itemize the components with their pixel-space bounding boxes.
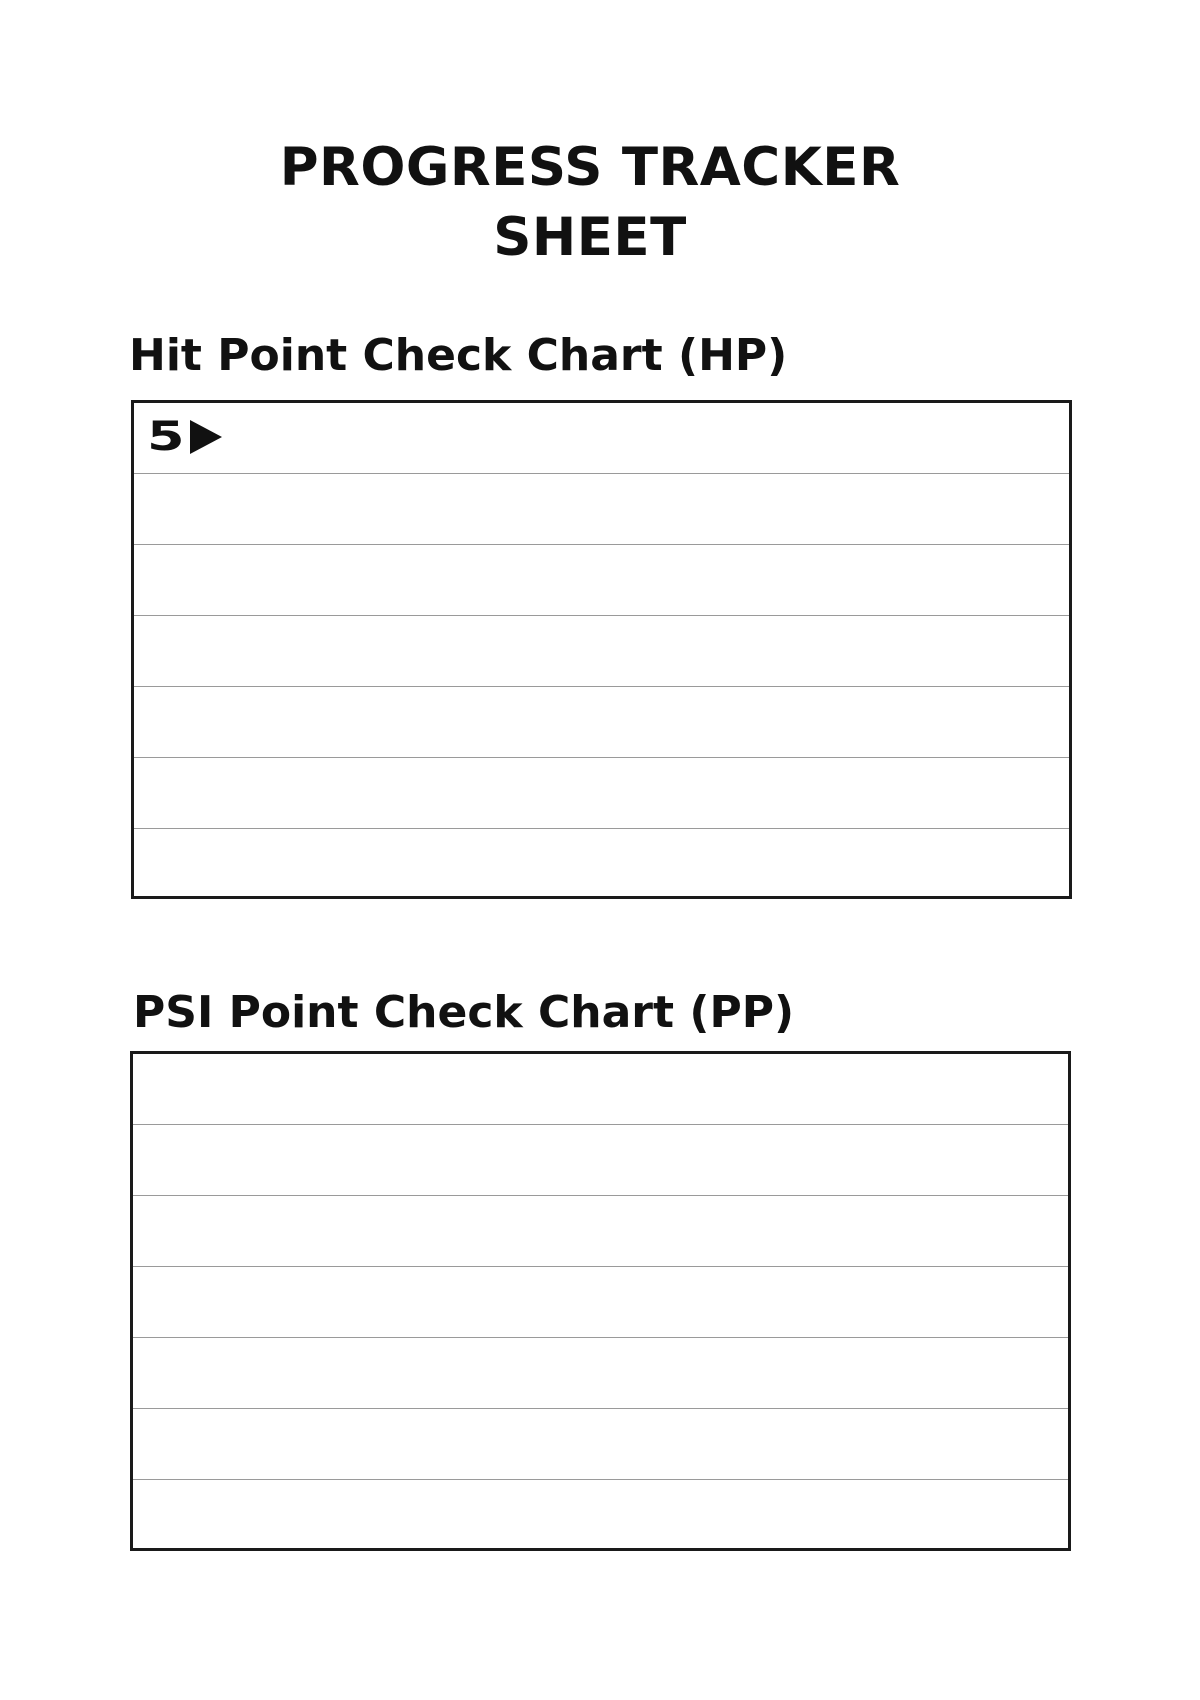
pp-chart-heading: PSI Point Check Chart (PP) [133, 987, 795, 1038]
sheet-title-line-1: PROGRESS TRACKER [279, 137, 901, 198]
pp-chart-row[interactable] [133, 1480, 1068, 1551]
pp-check-chart [130, 1051, 1071, 1551]
pp-chart-row[interactable] [133, 1125, 1068, 1196]
hp-row-marker [147, 414, 222, 460]
right-arrow-icon [190, 420, 222, 454]
hp-chart-row[interactable] [134, 758, 1069, 829]
hp-chart-row[interactable] [134, 687, 1069, 758]
pp-chart-row[interactable] [133, 1054, 1068, 1125]
hp-chart-row[interactable] [134, 545, 1069, 616]
pp-chart-row[interactable] [133, 1409, 1068, 1480]
pp-chart-row[interactable] [133, 1267, 1068, 1338]
sheet-title-line-2: SHEET [493, 207, 687, 268]
hp-chart-row[interactable] [134, 829, 1069, 900]
hp-check-chart [131, 400, 1072, 899]
pp-chart-row[interactable] [133, 1338, 1068, 1409]
hp-row-marker-number: 5 [147, 414, 185, 460]
hp-chart-heading: Hit Point Check Chart (HP) [129, 330, 788, 381]
hp-chart-row[interactable] [134, 474, 1069, 545]
hp-chart-row[interactable] [134, 403, 1069, 474]
hp-chart-row[interactable] [134, 616, 1069, 687]
pp-chart-row[interactable] [133, 1196, 1068, 1267]
